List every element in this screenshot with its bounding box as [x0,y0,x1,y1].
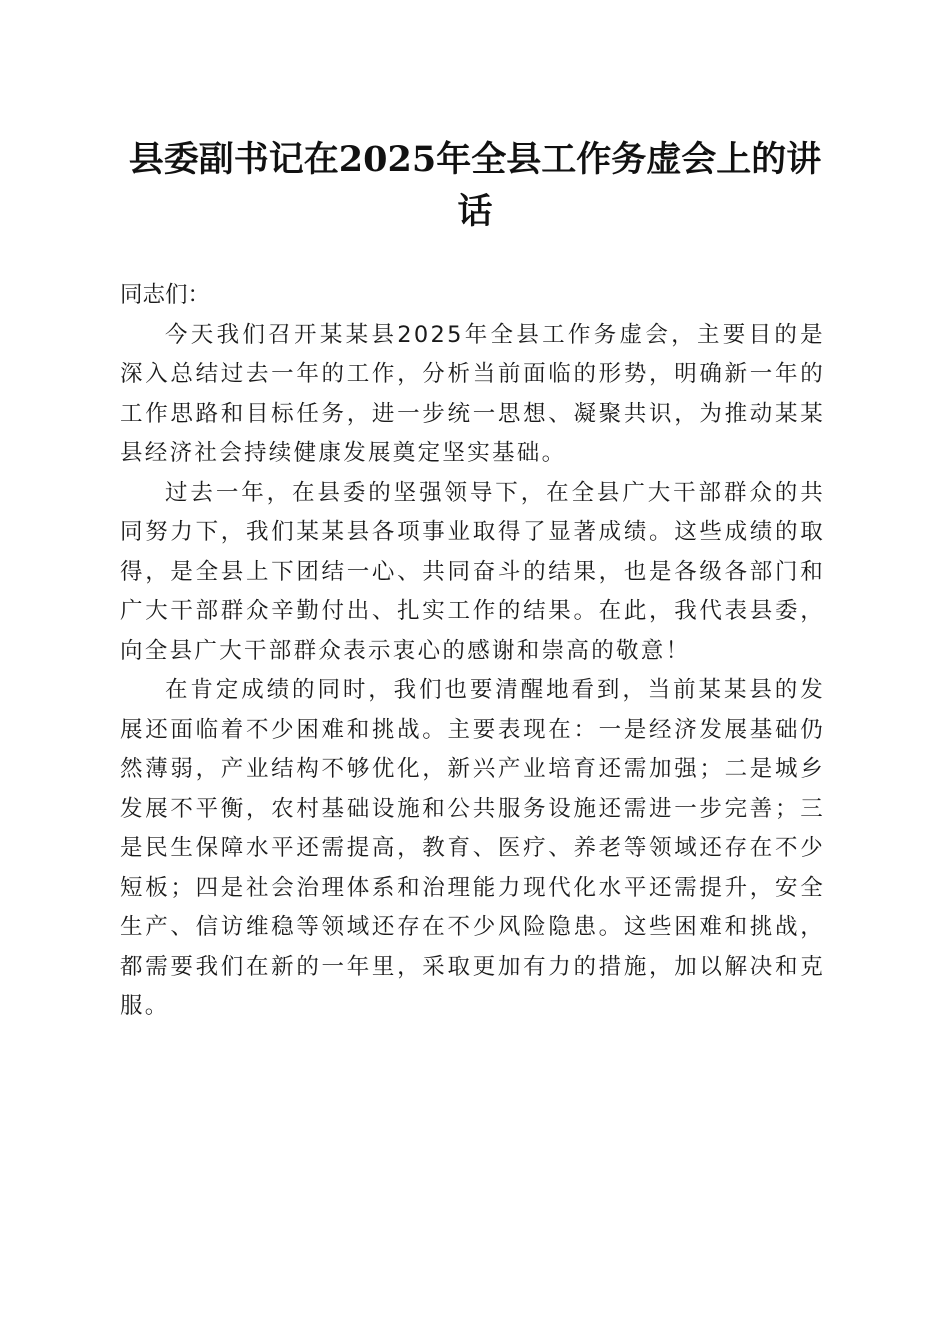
paragraph-opening: 今天我们召开某某县2025年全县工作务虚会，主要目的是深入总结过去一年的工作，分析当前面临的形势，明确新一年的工作思路和目标任务，进一步统一思想、凝聚共识，为推动某某县经济社会持续健康发展奠定坚实基础。 [120,321,825,466]
salutation: 同志们： [120,282,211,308]
document-body [120,276,825,1027]
paragraph-challenges: 在肯定成绩的同时，我们也要清醒地看到，当前某某县的发展还面临着不少困难和挑战。主要表现在：一是经济发展基础仍然薄弱，产业结构不够优化，新兴产业培育还需加强；二是城乡发展不平衡，农村基础设施和公共服务设施还需进一步完善；三是民生保障水平还需提高，教育、医疗、养老等领域还存在不少短板；四是社会治理体系和治理能力现代化水平还需提升，安全生产、信访维稳等领域还存在不少风险隐患。这些困难和挑战，都需要我们在新的一年里，采取更加有力的措施，加以解决和克服。 [120,677,825,1019]
paragraph-achievements: 过去一年，在县委的坚强领导下，在全县广大干部群众的共同努力下，我们某某县各项事业取得了显著成绩。这些成绩的取得，是全县上下团结一心、共同奋斗的结果，也是各级各部门和广大干部群众辛勤付出、扎实工作的结果。在此，我代表县委，向全县广大干部群众表示衷心的感谢和崇高的敬意！ [120,479,825,664]
document-title: 县委副书记在2025年全县工作务虚会上的讲话 [128,139,822,232]
